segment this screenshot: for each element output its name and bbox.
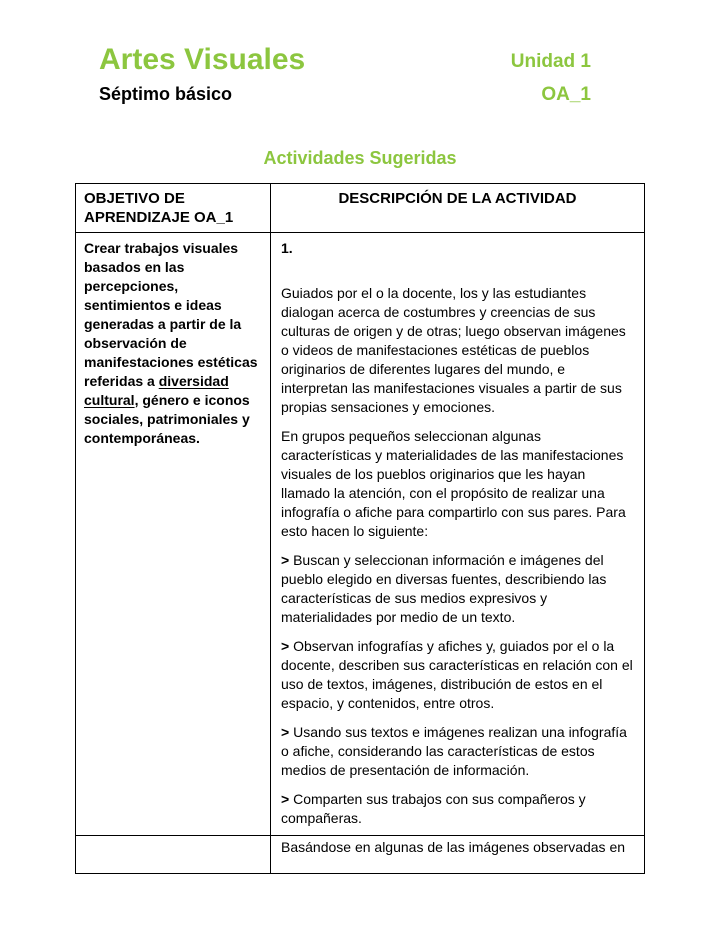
activities-table bbox=[75, 183, 645, 874]
header-right-block bbox=[511, 42, 591, 106]
table-row bbox=[76, 233, 645, 874]
objective-cell bbox=[76, 233, 271, 874]
oa-label: OA_1 bbox=[541, 84, 591, 105]
bullet-marker: > bbox=[281, 791, 294, 807]
activity-paragraph bbox=[281, 723, 634, 780]
activities-table-container bbox=[75, 183, 645, 855]
paragraph-text: Buscan y seleccionan información e imágenes del pueblo elegido en diversas fuentes, describiendo las características de sus medios expresivos y materialidades por medio de un texto. bbox=[281, 552, 607, 625]
section-title: Actividades Sugeridas bbox=[263, 148, 457, 168]
activity-cell bbox=[271, 233, 645, 874]
paragraph-text: En grupos pequeños seleccionan algunas características y materialidades de las manifestaciones visuales de los pueblos originarios que les hayan llamado la atención, con el propósito de realizar una infografía o afiche para compartirlo con sus pares. Para esto hacen lo siguiente: bbox=[281, 428, 626, 539]
paragraph-text: Guiados por el o la docente, los y las estudiantes dialogan acerca de costumbres y creencias de sus culturas de origen y de otras; luego observan imágenes o videos de manifestaciones estéticas de pueblos originarios de diferentes lugares del mundo, e interpretan las manifestaciones visuales a partir de sus propias sensaciones y emociones. bbox=[281, 285, 626, 415]
bullet-marker: > bbox=[281, 552, 294, 568]
paragraph-text: Basándose en algunas de las imágenes observadas en bbox=[281, 839, 626, 855]
objective-column-header: OBJETIVO DE APRENDIZAJE OA_1 bbox=[76, 184, 271, 233]
objective-text-underlined: diversidad cultural bbox=[84, 373, 229, 408]
activity-paragraph bbox=[281, 427, 634, 541]
activity-paragraph bbox=[281, 551, 634, 627]
header-left-block bbox=[99, 42, 305, 106]
unit-label: Unidad 1 bbox=[510, 51, 591, 72]
activity-number: 1. bbox=[281, 240, 293, 256]
paragraph-text: Observan infografías y afiches y, guiados por el o la docente, describen sus características en relación con el uso de textos, imágenes, distribución de estos en el espacio, y contenidos, entre otros. bbox=[281, 638, 633, 711]
bullet-marker: > bbox=[281, 724, 294, 740]
activity-paragraph bbox=[281, 790, 634, 828]
paragraph-text: Comparten sus trabajos con sus compañeros y compañeras. bbox=[281, 791, 586, 826]
bullet-marker: > bbox=[281, 638, 294, 654]
activity-paragraph bbox=[281, 838, 634, 857]
objective-text-pre: Crear trabajos visuales basados en las percepciones, sentimientos e ideas generadas a partir de la observación de manifestaciones estéticas referidas a bbox=[84, 240, 258, 389]
activity-paragraph bbox=[281, 637, 634, 713]
grade-level: Séptimo básico bbox=[99, 84, 233, 104]
activity-column-header: DESCRIPCIÓN DE LA ACTIVIDAD bbox=[271, 184, 645, 233]
activity-paragraph bbox=[281, 284, 634, 417]
objective-text-post: , género e iconos sociales, patrimoniales y contemporáneas. bbox=[84, 392, 250, 446]
table-header-row bbox=[76, 184, 645, 233]
subject-title: Artes Visuales bbox=[99, 43, 306, 76]
document-header bbox=[75, 42, 645, 106]
paragraph-text: Usando sus textos e imágenes realizan una infografía o afiche, considerando las características de estos medios de presentación de información. bbox=[281, 724, 627, 778]
